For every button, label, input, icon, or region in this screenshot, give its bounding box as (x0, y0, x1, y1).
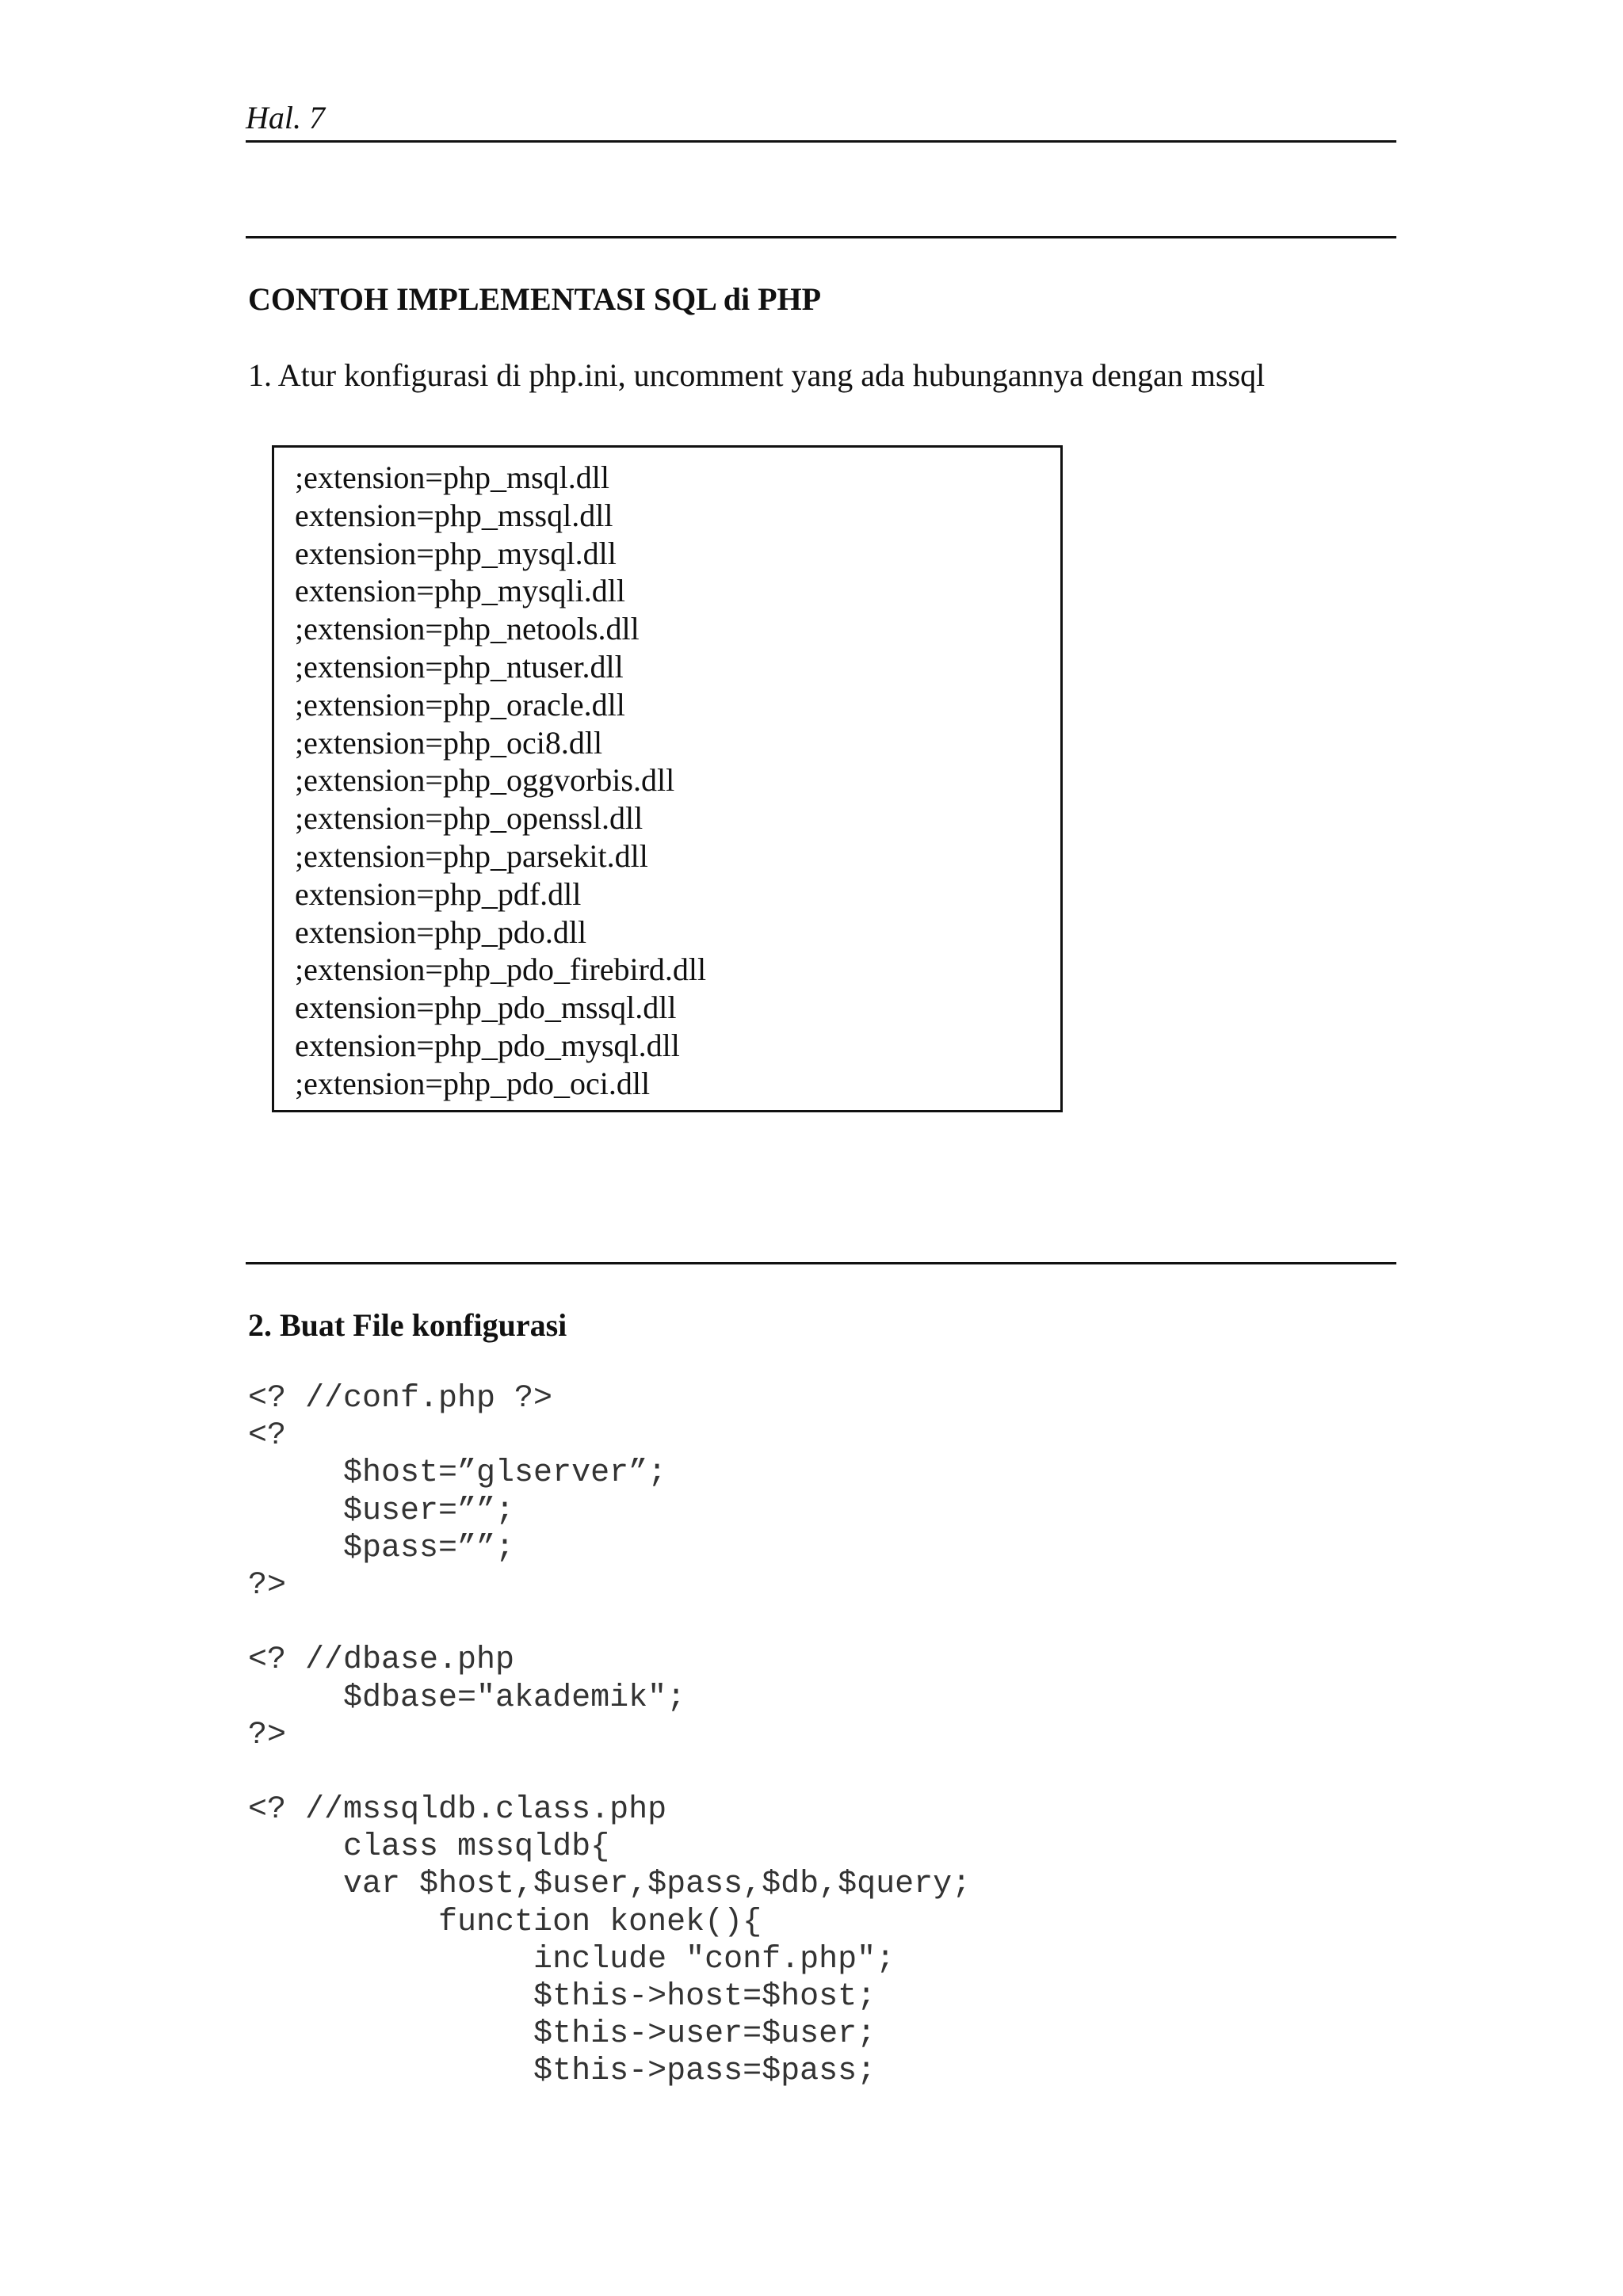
config-line: ;extension=php_oci8.dll (295, 724, 603, 761)
config-line: ;extension=php_ntuser.dll (295, 648, 624, 685)
code-line (248, 1754, 1389, 1791)
code-line: $user=””; (248, 1493, 515, 1529)
config-line: ;extension=php_oracle.dll (295, 686, 625, 723)
section-title-implementation: CONTOH IMPLEMENTASI SQL di PHP (248, 281, 822, 317)
code-line (248, 1604, 1389, 1642)
config-line: ;extension=php_pdo_oci.dll (295, 1065, 651, 1101)
config-line: extension=php_mysql.dll (295, 535, 617, 571)
code-line: var $host,$user,$pass,$db,$query; (248, 1867, 972, 1903)
config-line: ;extension=php_openssl.dll (295, 800, 643, 837)
code-line: ?> (248, 1717, 287, 1753)
code-line: <? (248, 1418, 287, 1455)
config-line: extension=php_pdo_mssql.dll (295, 990, 677, 1026)
config-line: ;extension=php_pdo_firebird.dll (295, 952, 707, 988)
code-line: $pass=””; (248, 1530, 515, 1566)
config-line: ;extension=php_msql.dll (295, 460, 609, 495)
config-line: ;extension=php_oggvorbis.dll (295, 762, 675, 799)
code-line: $this->pass=$pass; (248, 2054, 876, 2090)
section-divider-top (246, 236, 1396, 238)
code-line: <? //dbase.php (248, 1642, 515, 1679)
config-line: extension=php_mysqli.dll (295, 573, 625, 609)
config-line: ;extension=php_parsekit.dll (295, 837, 648, 874)
code-line: class mssqldb{ (248, 1829, 610, 1866)
page-number: Hal. 7 (246, 100, 325, 135)
config-line: extension=php_mssql.dll (295, 497, 613, 533)
code-line: include "conf.php"; (248, 1941, 896, 1978)
page-header (246, 93, 1396, 143)
config-line: extension=php_pdf.dll (295, 875, 582, 912)
config-line: extension=php_pdo.dll (295, 913, 587, 950)
code-line: $host=”glserver”; (248, 1455, 667, 1492)
section-divider-middle (246, 1262, 1396, 1264)
php-ini-config-box (272, 445, 1063, 1112)
code-line: <? //mssqldb.class.php (248, 1792, 667, 1829)
code-line: $this->user=$user; (248, 2016, 876, 2053)
code-line: $this->host=$host; (248, 1979, 876, 2015)
code-line: ?> (248, 1567, 287, 1604)
config-line: extension=php_pdo_mysql.dll (295, 1027, 680, 1063)
code-line: $dbase="akademik"; (248, 1680, 686, 1716)
step-1-instruction: 1. Atur konfigurasi di php.ini, uncomment yang ada hubungannya dengan mssql (248, 357, 1266, 393)
php-code-block (248, 1380, 1389, 2091)
code-line: <? //conf.php ?> (248, 1381, 553, 1417)
config-line: ;extension=php_netools.dll (295, 611, 640, 647)
code-line: function konek(){ (248, 1904, 762, 1940)
section-title-config-file: 2. Buat File konfigurasi (248, 1307, 567, 1343)
